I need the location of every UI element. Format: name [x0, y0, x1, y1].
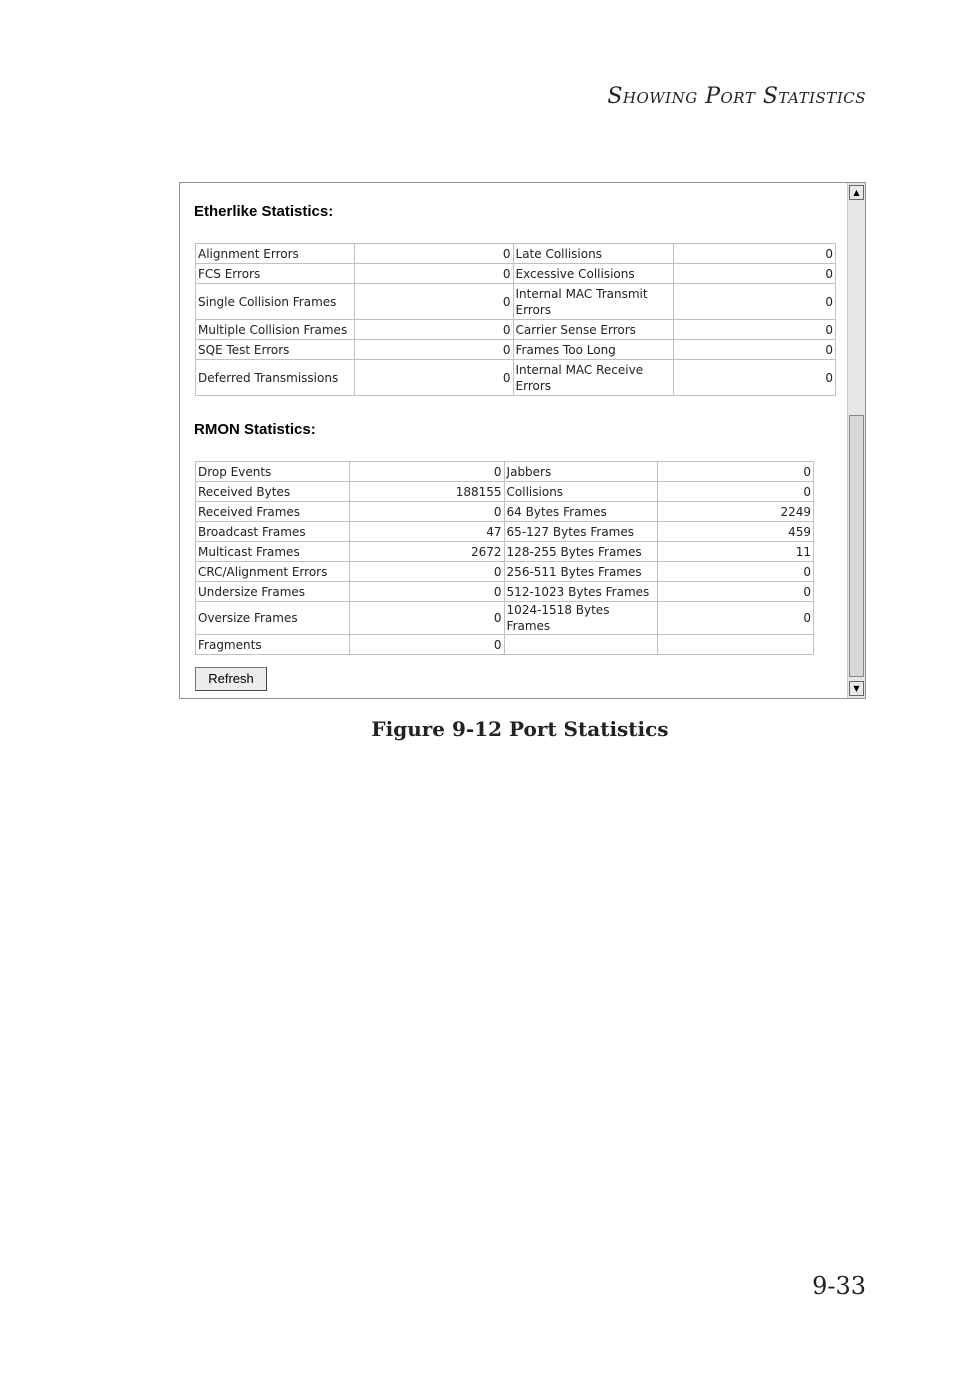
stat-value: 0	[354, 264, 513, 284]
stat-label: Multiple Collision Frames	[196, 320, 355, 340]
table-row	[196, 360, 836, 396]
stat-label: Internal MAC Receive Errors	[513, 360, 674, 396]
figure-caption: Figure 9-12 Port Statistics	[371, 717, 669, 741]
table-row	[196, 264, 836, 284]
stat-value: 0	[674, 360, 836, 396]
stat-value: 11	[658, 542, 814, 562]
stat-value: 188155	[349, 482, 504, 502]
rmon-table	[195, 461, 814, 655]
stat-value: 0	[354, 340, 513, 360]
stat-label	[504, 635, 658, 655]
stat-value: 0	[354, 320, 513, 340]
page-number: 9-33	[812, 1272, 866, 1300]
stat-label: Excessive Collisions	[513, 264, 674, 284]
table-row	[196, 320, 836, 340]
etherlike-table	[195, 243, 836, 396]
stat-label: Alignment Errors	[196, 244, 355, 264]
vertical-scrollbar[interactable]	[847, 183, 865, 698]
refresh-button[interactable]: Refresh	[195, 667, 267, 691]
stat-label: Oversize Frames	[196, 602, 350, 635]
stat-label: CRC/Alignment Errors	[196, 562, 350, 582]
stat-value: 0	[349, 462, 504, 482]
stat-label: Carrier Sense Errors	[513, 320, 674, 340]
running-head: Showing Port Statistics	[607, 84, 866, 109]
port-statistics-window	[179, 182, 866, 699]
stat-label: Received Frames	[196, 502, 350, 522]
stat-label: Received Bytes	[196, 482, 350, 502]
table-row	[196, 582, 814, 602]
stat-value: 0	[674, 340, 836, 360]
stat-label: 64 Bytes Frames	[504, 502, 658, 522]
stat-label: 256-511 Bytes Frames	[504, 562, 658, 582]
scroll-down-arrow-icon[interactable]: ▼	[849, 681, 864, 696]
stat-label: SQE Test Errors	[196, 340, 355, 360]
stat-value: 0	[354, 284, 513, 320]
stat-label: Multicast Frames	[196, 542, 350, 562]
table-row	[196, 284, 836, 320]
table-row	[196, 635, 814, 655]
stat-value: 0	[354, 360, 513, 396]
stat-value: 0	[674, 284, 836, 320]
stat-label: Fragments	[196, 635, 350, 655]
stat-label: Frames Too Long	[513, 340, 674, 360]
rmon-title: RMON Statistics:	[194, 421, 316, 438]
stat-value: 2672	[349, 542, 504, 562]
stat-value: 2249	[658, 502, 814, 522]
stat-label: Jabbers	[504, 462, 658, 482]
stat-label: Undersize Frames	[196, 582, 350, 602]
stat-value: 459	[658, 522, 814, 542]
stat-value: 0	[658, 582, 814, 602]
scrollbar-thumb[interactable]	[849, 415, 864, 677]
table-row	[196, 522, 814, 542]
stat-value	[658, 635, 814, 655]
stat-value: 0	[354, 244, 513, 264]
stat-label: Single Collision Frames	[196, 284, 355, 320]
stat-label: 65-127 Bytes Frames	[504, 522, 658, 542]
stat-value: 0	[658, 482, 814, 502]
stat-value: 0	[674, 244, 836, 264]
stat-value: 0	[349, 582, 504, 602]
stat-label: 1024-1518 Bytes Frames	[504, 602, 658, 635]
table-row	[196, 542, 814, 562]
stat-value: 0	[349, 502, 504, 522]
table-row	[196, 562, 814, 582]
stat-value: 0	[674, 320, 836, 340]
stat-label: Drop Events	[196, 462, 350, 482]
stat-label: Late Collisions	[513, 244, 674, 264]
stat-value: 0	[658, 602, 814, 635]
stat-value: 0	[349, 635, 504, 655]
stat-label: Broadcast Frames	[196, 522, 350, 542]
stat-value: 0	[674, 264, 836, 284]
table-row	[196, 244, 836, 264]
table-row	[196, 482, 814, 502]
stat-label: Internal MAC Transmit Errors	[513, 284, 674, 320]
stat-value: 47	[349, 522, 504, 542]
stat-label: FCS Errors	[196, 264, 355, 284]
stat-label: 512-1023 Bytes Frames	[504, 582, 658, 602]
stat-value: 0	[349, 602, 504, 635]
stat-label: Deferred Transmissions	[196, 360, 355, 396]
etherlike-title: Etherlike Statistics:	[194, 203, 334, 220]
table-row	[196, 502, 814, 522]
table-row	[196, 340, 836, 360]
table-row	[196, 462, 814, 482]
stat-value: 0	[658, 562, 814, 582]
table-row	[196, 602, 814, 635]
stat-label: 128-255 Bytes Frames	[504, 542, 658, 562]
stat-value: 0	[349, 562, 504, 582]
stat-label: Collisions	[504, 482, 658, 502]
stat-value: 0	[658, 462, 814, 482]
scroll-up-arrow-icon[interactable]: ▲	[849, 185, 864, 200]
